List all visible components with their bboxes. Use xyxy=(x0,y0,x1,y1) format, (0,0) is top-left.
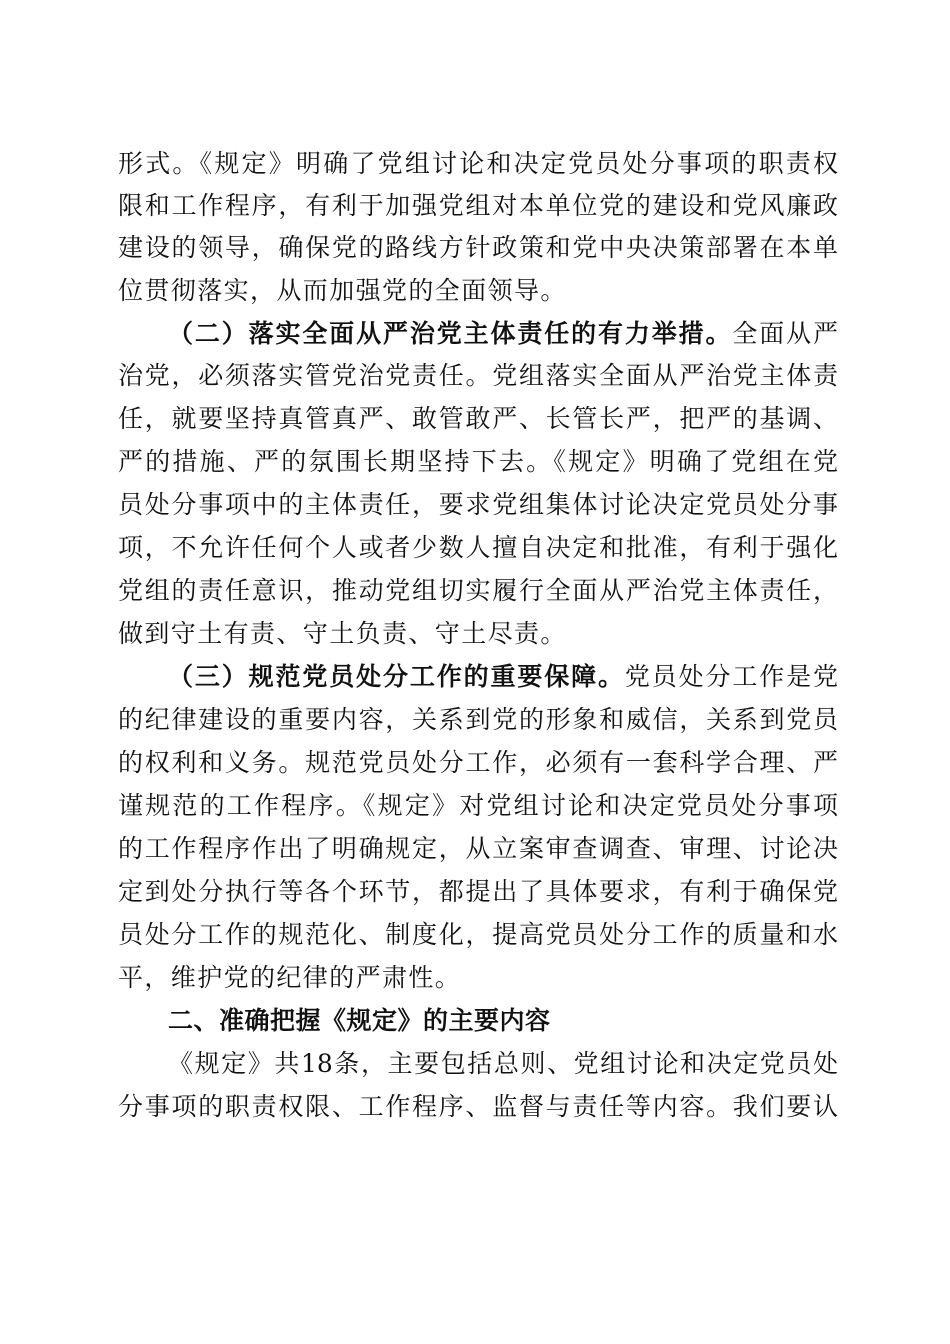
para1-line-1: 形式。《规定》明确了党组讨论和决定党员处分事项的职责权 xyxy=(118,149,838,178)
para1-line-4: 位贯彻落实，从而加强党的全面领导。 xyxy=(118,276,567,305)
para3-line-3: 的权利和义务。规范党员处分工作，必须有一套科学合理、严 xyxy=(118,748,838,777)
para2-line-6: 项，不允许任何个人或者少数人擅自决定和批准，有利于强化 xyxy=(118,533,838,562)
para2-bold-lead: （二）落实全面从严治党主体责任的有力举措。 xyxy=(168,319,733,348)
para3-line-7: 员处分工作的规范化、制度化，提高党员处分工作的质量和水 xyxy=(118,920,838,949)
para3-line-1 xyxy=(168,661,838,695)
para1-line-2: 限和工作程序，有利于加强党组对本单位党的建设和党风廉政 xyxy=(118,191,838,220)
para3-line-1-rest: 党员处分工作是党 xyxy=(624,662,838,691)
para1-line-3: 建设的领导，确保党的路线方针政策和党中央决策部署在本单 xyxy=(118,233,838,262)
para3-line-4: 谨规范的工作程序。《规定》对党组讨论和决定党员处分事项 xyxy=(118,791,838,820)
para2-line-4: 严的措施、严的氛围长期坚持下去。《规定》明确了党组在党 xyxy=(118,447,838,476)
para3-line-5: 的工作程序作出了明确规定，从立案审查调查、审理、讨论决 xyxy=(118,834,838,863)
para2-line-3: 任，就要坚持真管真严、敢管敢严、长管长严，把严的基调、 xyxy=(118,404,838,433)
para2-line-2: 治党，必须落实管党治党责任。党组落实全面从严治党主体责 xyxy=(118,361,838,390)
para2-line-7: 党组的责任意识，推动党组切实履行全面从严治党主体责任， xyxy=(118,576,838,605)
para2-line-8: 做到守土有责、守土负责、守土尽责。 xyxy=(118,619,567,648)
para2-line-1-rest: 全面从严 xyxy=(732,319,838,348)
para4-line-2: 分事项的职责权限、工作程序、监督与责任等内容。我们要认 xyxy=(118,1092,838,1121)
section-heading: 二、准确把握《规定》的主要内容 xyxy=(168,1006,551,1035)
para3-line-6: 定到处分执行等各个环节，都提出了具体要求，有利于确保党 xyxy=(118,877,838,906)
para3-line-8: 平，维护党的纪律的严肃性。 xyxy=(118,963,462,992)
para4-line-1: 《规定》共18条，主要包括总则、党组讨论和决定党员处 xyxy=(168,1049,838,1078)
para3-line-2: 的纪律建设的重要内容，关系到党的形象和威信，关系到党员 xyxy=(118,705,838,734)
para2-line-5: 员处分事项中的主体责任，要求党组集体讨论决定党员处分事 xyxy=(118,490,838,519)
para2-line-1 xyxy=(168,318,838,352)
para3-bold-lead: （三）规范党员处分工作的重要保障。 xyxy=(168,662,625,691)
